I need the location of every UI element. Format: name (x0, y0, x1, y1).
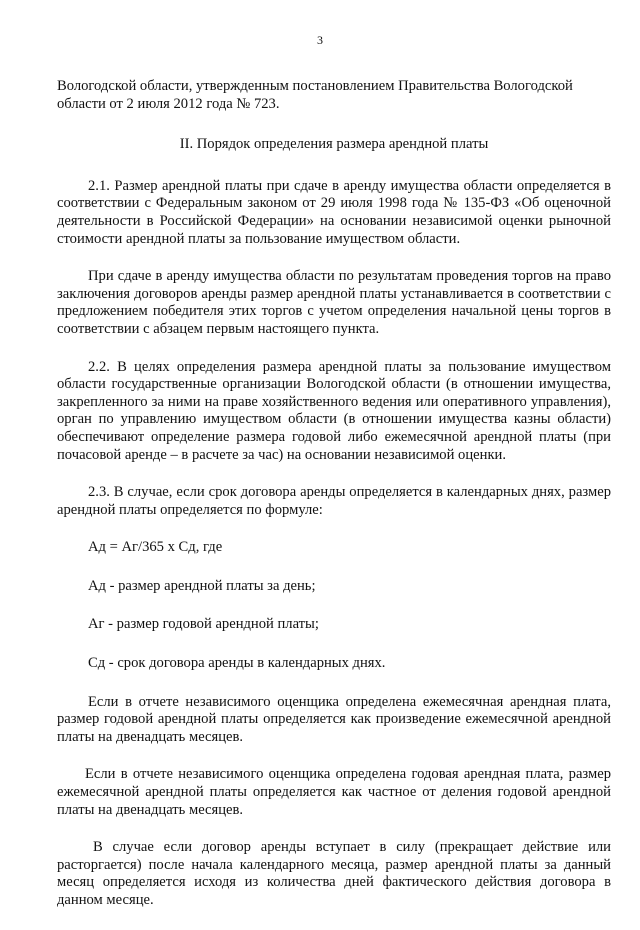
formula-definition-sd: Сд - срок договора аренды в календарных днях. (88, 655, 386, 672)
paragraph-2-2: 2.2. В целях определения размера арендной платы за пользование имуществом области государственные организации Вологодской области (в отношении имущества, закрепленного за ними на праве хозяйственного ведения или оперативного управления), орган по управлению имуществом области (в отношении имущества казны области) обеспечивают определение размера годовой либо ежемесячной арендной платы (при почасовой аренде – в расчете за час) на основании независимой оценки. (57, 358, 611, 463)
document-body (57, 78, 611, 930)
paragraph-partial-month: В случае если договор аренды вступает в силу (прекращает действие или расторгается) после начала календарного месяца, размер арендной платы за данный месяц определяется исходя из количества дней фактического действия договора в данном месяце. (57, 839, 611, 908)
paragraph-tenders: При сдаче в аренду имущества области по результатам проведения торгов на право заключения договоров аренды размер арендной платы устанавливается в соответствии с предложением победителя этих торгов с учетом определения начальной цены торгов в соответствии с абзацем первым настоящего пункта. (57, 268, 611, 337)
formula-definition-ag: Аг - размер годовой арендной платы; (88, 616, 319, 633)
paragraph-2-1: 2.1. Размер арендной платы при сдаче в аренду имущества области определяется в соответствии с Федеральным законом от 29 июля 1998 года № 135-ФЗ «Об оценочной деятельности в Российской Федерации» на основании независимой оценки рыночной стоимости арендной платы за пользование имуществом области. (57, 177, 611, 247)
paragraph-monthly-to-annual: Если в отчете независимого оценщика определена ежемесячная арендная плата, размер годовой арендной платы определяется как произведение ежемесячной арендной платы на двенадцать месяцев. (57, 693, 611, 745)
paragraph-2-3: 2.3. В случае, если срок договора аренды определяется в календарных днях, размер арендной платы определяется по формуле: (57, 484, 611, 518)
section-heading: II. Порядок определения размера арендной платы (179, 136, 489, 153)
page-number: 3 (317, 33, 323, 47)
intro-text: Вологодской области, утвержденным постановлением Правительства Вологодской области от 2 июля 2012 года № 723. (57, 78, 573, 112)
formula-equation: Ад = Аг/365 x Сд, где (88, 539, 223, 556)
formula-definition-ad: Ад - размер арендной платы за день; (88, 577, 316, 594)
paragraph-annual-to-monthly: Если в отчете независимого оценщика определена годовая арендная плата, размер ежемесячной арендной платы определяется как частное от деления годовой арендной платы на двенадцать месяцев. (57, 766, 611, 818)
